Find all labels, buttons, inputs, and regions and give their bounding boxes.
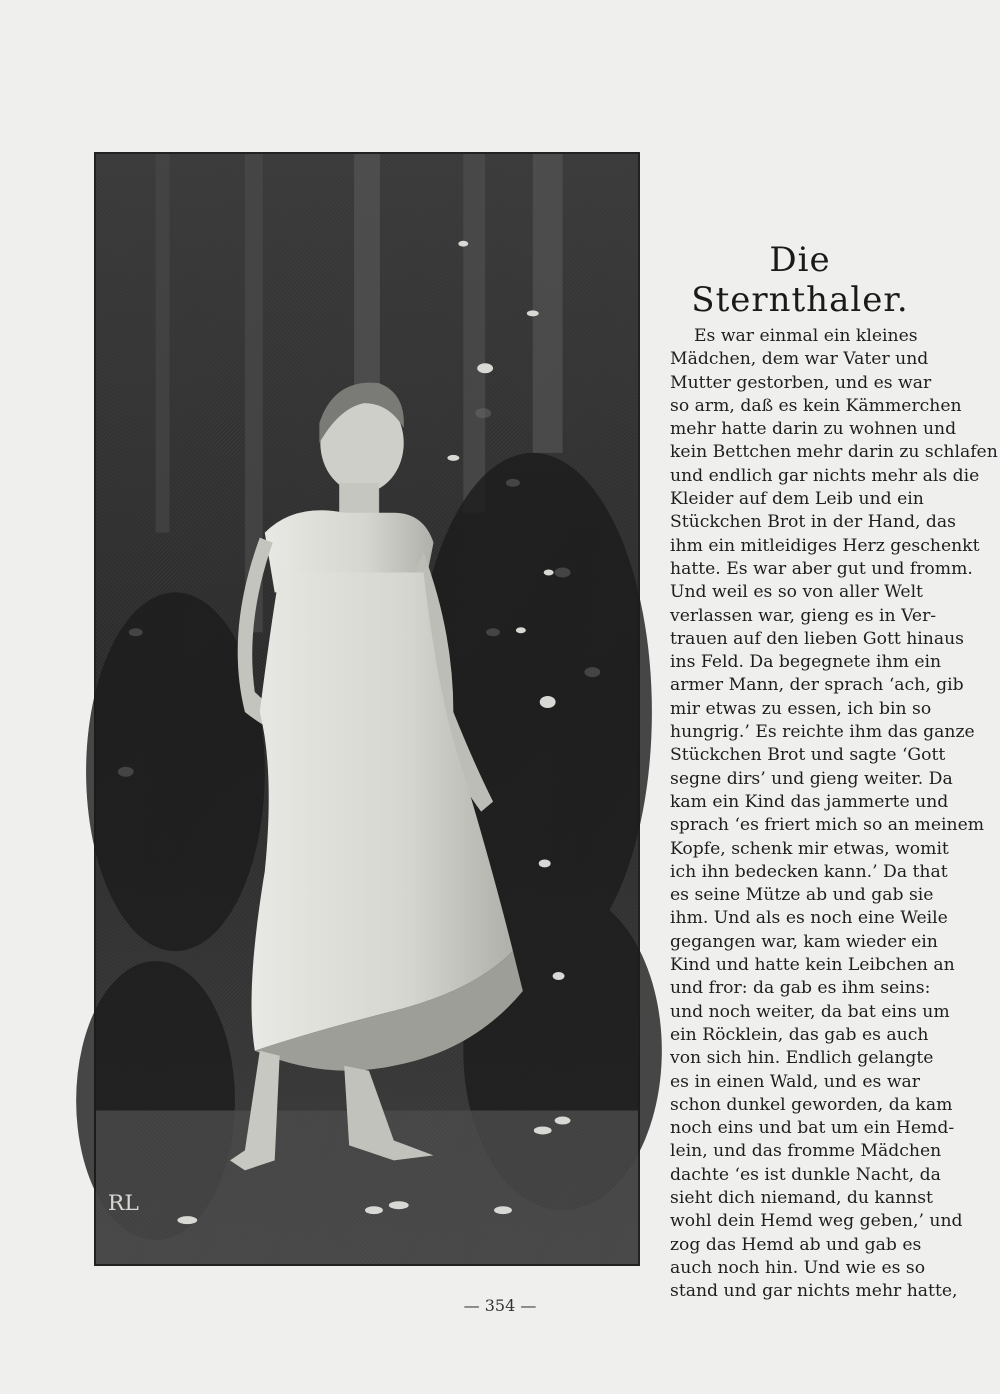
text-line: stand und gar nichts mehr hatte, [670, 1281, 958, 1302]
illustration-plate [94, 152, 640, 1266]
text-line: hungrig.’ Es reichte ihm das ganze [670, 722, 975, 743]
text-line: hatte. Es war aber gut und fromm. [670, 558, 973, 579]
text-line: Kopfe, schenk mir etwas, womit [670, 838, 949, 859]
text-line: sieht dich niemand, du kannst [670, 1187, 933, 1208]
text-line: gegangen war, kam wieder ein [670, 931, 938, 952]
engraving-girl-in-forest [96, 154, 638, 1264]
text-line: kam ein Kind das jammerte und [670, 791, 949, 812]
text-line: auch noch hin. Und wie es so [670, 1257, 926, 1278]
text-line: Stückchen Brot in der Hand, das [670, 512, 956, 533]
story-text [670, 325, 998, 1303]
text-line: Kleider auf dem Leib und ein [670, 489, 924, 510]
story-title: Die Sternthaler. [691, 240, 909, 320]
text-line: Es war einmal ein kleines [694, 326, 918, 346]
text-line: und endlich gar nichts mehr als die [670, 465, 980, 486]
text-line: dachte ‘es ist dunkle Nacht, da [670, 1164, 941, 1185]
text-line: wohl dein Hemd weg geben,’ und [670, 1211, 963, 1232]
text-line: ich ihn bedecken kann.’ Da that [670, 861, 948, 882]
text-line: und fror: da gab es ihm seins: [670, 978, 931, 999]
text-line: schon dunkel geworden, da kam [670, 1094, 953, 1115]
text-line: zog das Hemd ab und gab es [670, 1234, 922, 1255]
text-line: Mädchen, dem war Vater und [670, 349, 929, 370]
text-line: ins Feld. Da begegnete ihm ein [670, 652, 942, 673]
text-line: Mutter gestorben, und es war [670, 372, 932, 393]
text-line: ihm. Und als es noch eine Weile [670, 908, 948, 929]
text-line: so arm, daß es kein Kämmerchen [670, 395, 962, 416]
text-line: Stückchen Brot und sagte ‘Gott [670, 745, 946, 766]
page-number: — 354 — [463, 1296, 537, 1315]
text-line: sprach ‘es friert mich so an meinem [670, 815, 985, 836]
text-line: mehr hatte darin zu wohnen und [670, 419, 957, 440]
text-line: es seine Mütze ab und gab sie [670, 885, 934, 906]
text-line: armer Mann, der sprach ‘ach, gib [670, 675, 964, 696]
text-line: es in einen Wald, und es war [670, 1071, 921, 1092]
text-line: von sich hin. Endlich gelangte [670, 1048, 934, 1069]
text-line: trauen auf den lieben Gott hinaus [670, 628, 964, 649]
text-line: und noch weiter, da bat eins um [670, 1001, 950, 1022]
text-line: ihm ein mitleidiges Herz geschenkt [670, 535, 980, 556]
text-line: noch eins und bat um ein Hemd- [670, 1118, 955, 1139]
text-line: mir etwas zu essen, ich bin so [670, 698, 932, 719]
text-line: Kind und hatte kein Leibchen an [670, 955, 955, 976]
text-line: lein, und das fromme Mädchen [670, 1141, 942, 1162]
text-line: verlassen war, gieng es in Ver- [670, 605, 937, 626]
text-line: Und weil es so von aller Welt [670, 582, 923, 603]
artist-monogram: RL [107, 1191, 139, 1217]
text-line: segne dirs’ und gieng weiter. Da [670, 768, 953, 789]
text-line: kein Bettchen mehr darin zu schlafen [670, 442, 998, 463]
text-line: ein Röcklein, das gab es auch [670, 1024, 929, 1045]
